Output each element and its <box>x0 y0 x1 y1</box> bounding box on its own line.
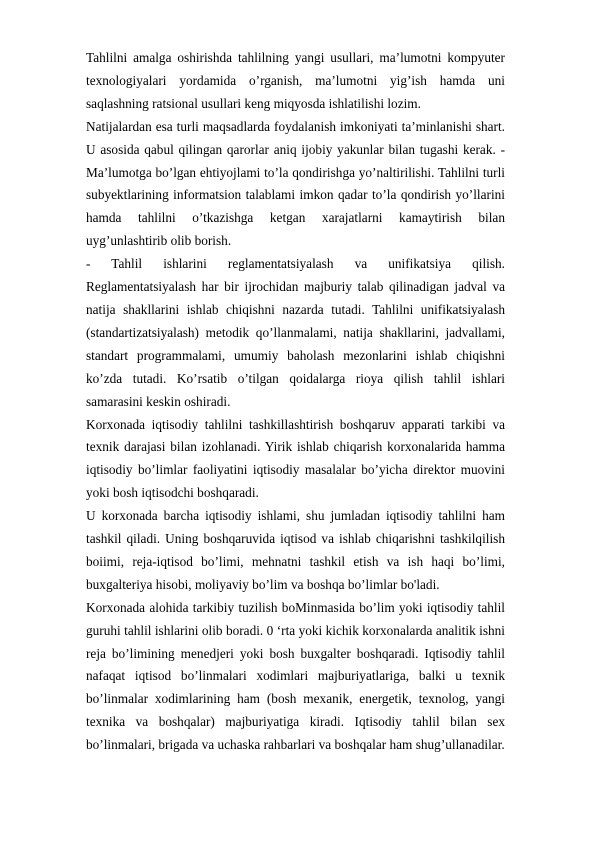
paragraph-analysis-group: Korxonada alohida tarkibiy tuzilish boMinmasida bo’lim yoki iqtisodiy tahlil guruhi tahlil ishlarini olib boradi. 0 ‘rta yoki kichik korxonalarda analitik ishni reja bo’limining menedjeri yoki bosh buxgalter boshqaradi. Iqtisodiy tahlil nafaqat iqtisod bo’linmalari xodimlari majburiyatlariga, balki u texnik bo’linmalar xodimlarining ham (bosh mexanik, energetik, texnolog, yangi texnika va boshqalar) majburiyatiga kiradi. Iqtisodiy tahlil bilan sex bo’linmalari, brigada va uchaska rahbarlari va boshqalar ham shug’ullanadilar. <box>86 599 505 753</box>
paragraph-organization: Korxonada iqtisodiy tahlilni tashkillashtirish boshqaruv apparati tarkibi va texnik darajasi bilan izohlanadi. Yirik ishlab chiqarish korxonalarida hamma iqtisodiy bo’limlar faoliyatini iqtisodiy masalalar bo’yicha direktor muovini yoki bosh iqtisodchi boshqaradi. <box>86 416 505 501</box>
paragraph-reglamentation: - Tahlil ishlarini reglamentatsiyalash va unifikatsiya qilish. Reglamentatsiyalash har bir ijrochidan majburiy talab qilinadigan jadval va natija shakllarini ishlab chiqishni nazarda tutadi. Tahlilni unifikatsiyalash (standartizatsiyalash) metodik qo’llanmalami, natija shakllarini, jadvallami, standart programmalami, umumiy baholash mezonlarini ishlab chiqishni ko’zda tutadi. Ko’rsatib o’tilgan qoidalarga rioya qilish tahlil ishlari samarasini keskin oshiradi. <box>86 256 505 409</box>
document-body <box>86 47 505 757</box>
paragraph-computer-methods: Tahlilni amalga oshirishda tahlilning yangi usullari, ma’lumotni kompyuter texnologiyalari yordamida o’rganish, ma’lumotni yig’ish hamda uni saqlashning ratsional usullari keng miqyosda ishlatilishi lozim. <box>86 50 505 111</box>
paragraph-departments: U korxonada barcha iqtisodiy ishlami, shu jumladan iqtisodiy tahlilni ham tashkil qiladi. Uning boshqaruvida iqtisod va ishlab chiqarishni tashkilqilish boiimi, reja-iqtisod bo’limi, mehnatni tashkil etish va ish haqi bo’limi, buxgalteriya hisobi, moliyaviy bo’lim va boshqa bo’limlar bo'ladi. <box>86 508 505 592</box>
paragraph-results-usage: Natijalardan esa turli maqsadlarda foydalanish imkoniyati ta’minlanishi shart. U asosida qabul qilingan qarorlar aniq ijobiy yakunlar bilan tugashi kerak. - Ma’lumotga bo’lgan ehtiyojlami to’la qondirishga yo’naltirilishi. Tahlilni turli subyektlarining informatsion talablami imkon qadar to’la qondirish yo’llarini hamda tahlilni o’tkazishga ketgan xarajatlarni kamaytirish bilan uyg’unlashtirib olib borish. <box>86 118 505 249</box>
